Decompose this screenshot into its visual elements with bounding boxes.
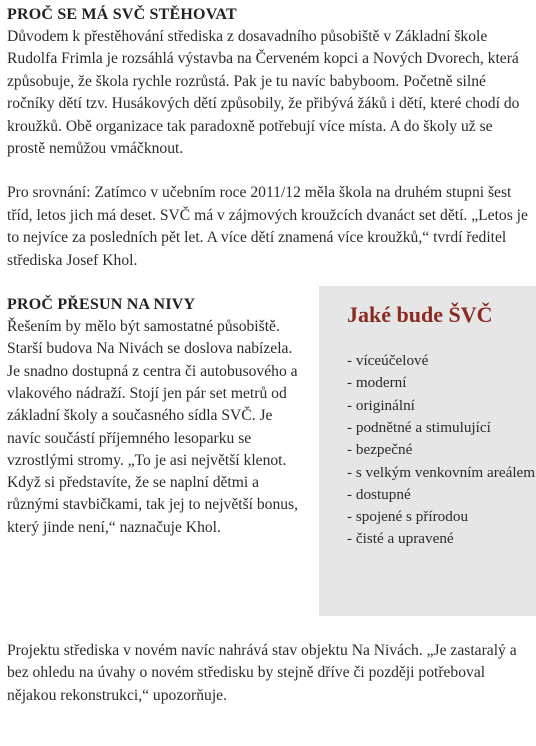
paragraph-comparison: Pro srovnání: Zatímco v učebním roce 2011/12 měla škola na druhém stupni šest tříd, letos jich má deset. SVČ má v zájmových kroužcích dvanáct set dětí. „Letos je to nejvíce za posledních pět let. A více dětí znamená více kroužků,“ tvrdí ředitel střediska Josef Khol. [7,184,528,269]
sidebar-box [319,286,536,616]
sidebar-list [347,350,536,551]
list-item: - čisté a upravené [347,530,454,548]
list-item: - podnětné a stimulující [347,418,491,436]
section-row [7,294,536,622]
article [7,4,536,707]
list-item: - moderní [347,374,407,392]
list-item: - originální [347,396,415,414]
list-item: - víceúčelové [347,352,429,370]
list-item: - bezpečné [347,441,413,459]
section-why-nivy [7,294,307,539]
list-item: - spojené s přírodou [347,508,469,526]
paragraph-reason: Důvodem k přestěhování střediska z dosavadního působiště v Základní škole Rudolfa Frimla je rozsáhlá výstavba na Červeném kopci a Nových Dvorech, která způsobuje, že škola rychle rozrůstá. Pak je tu navíc babyboom. Početně silné ročníky dětí tzv. Husákových dětí způsobily, že přibývá žáků i dětí, které chodí do kroužků. Obě organizace tak paradoxně potřebují více místa. A do školy už se prostě nemůžou vmáčknout. [7,28,520,158]
sidebar-title: Jaké bude ŠVČ [347,302,493,328]
paragraph-solution: Řešením by mělo být samostatné působiště. Starší budova Na Nivách se doslova nabízela. Je snadno dostupná z centra či autobusového a vlakového nádraží. Stojí jen pár set metrů od základní školy a současného sídla SVČ. Je navíc součástí příjemného lesoparku se vzrostlými stromy. „To je asi největší klenot. Když si představíte, že se naplní dětmi a různými stavbičkami, tak jej to největší bonus, který jinde není,“ naznačuje Khol. [7,318,299,536]
section-why-move [7,4,533,272]
section-heading-why-move: PROČ SE MÁ SVČ STĚHOVAT [7,6,237,23]
section-closing [7,640,533,707]
list-item: - dostupné [347,485,411,503]
list-item: - s velkým venkovním areálem [347,463,536,481]
paragraph-closing: Projektu střediska v novém navíc nahrává stav objektu Na Nivách. „Je zastaralý a bez ohledu na úvahy o novém středisku by stejně dříve či později potřeboval nějakou rekonstrukci,“ upozorňuje. [7,642,517,704]
section-heading-why-nivy: PROČ PŘESUN NA NIVY [7,296,196,314]
